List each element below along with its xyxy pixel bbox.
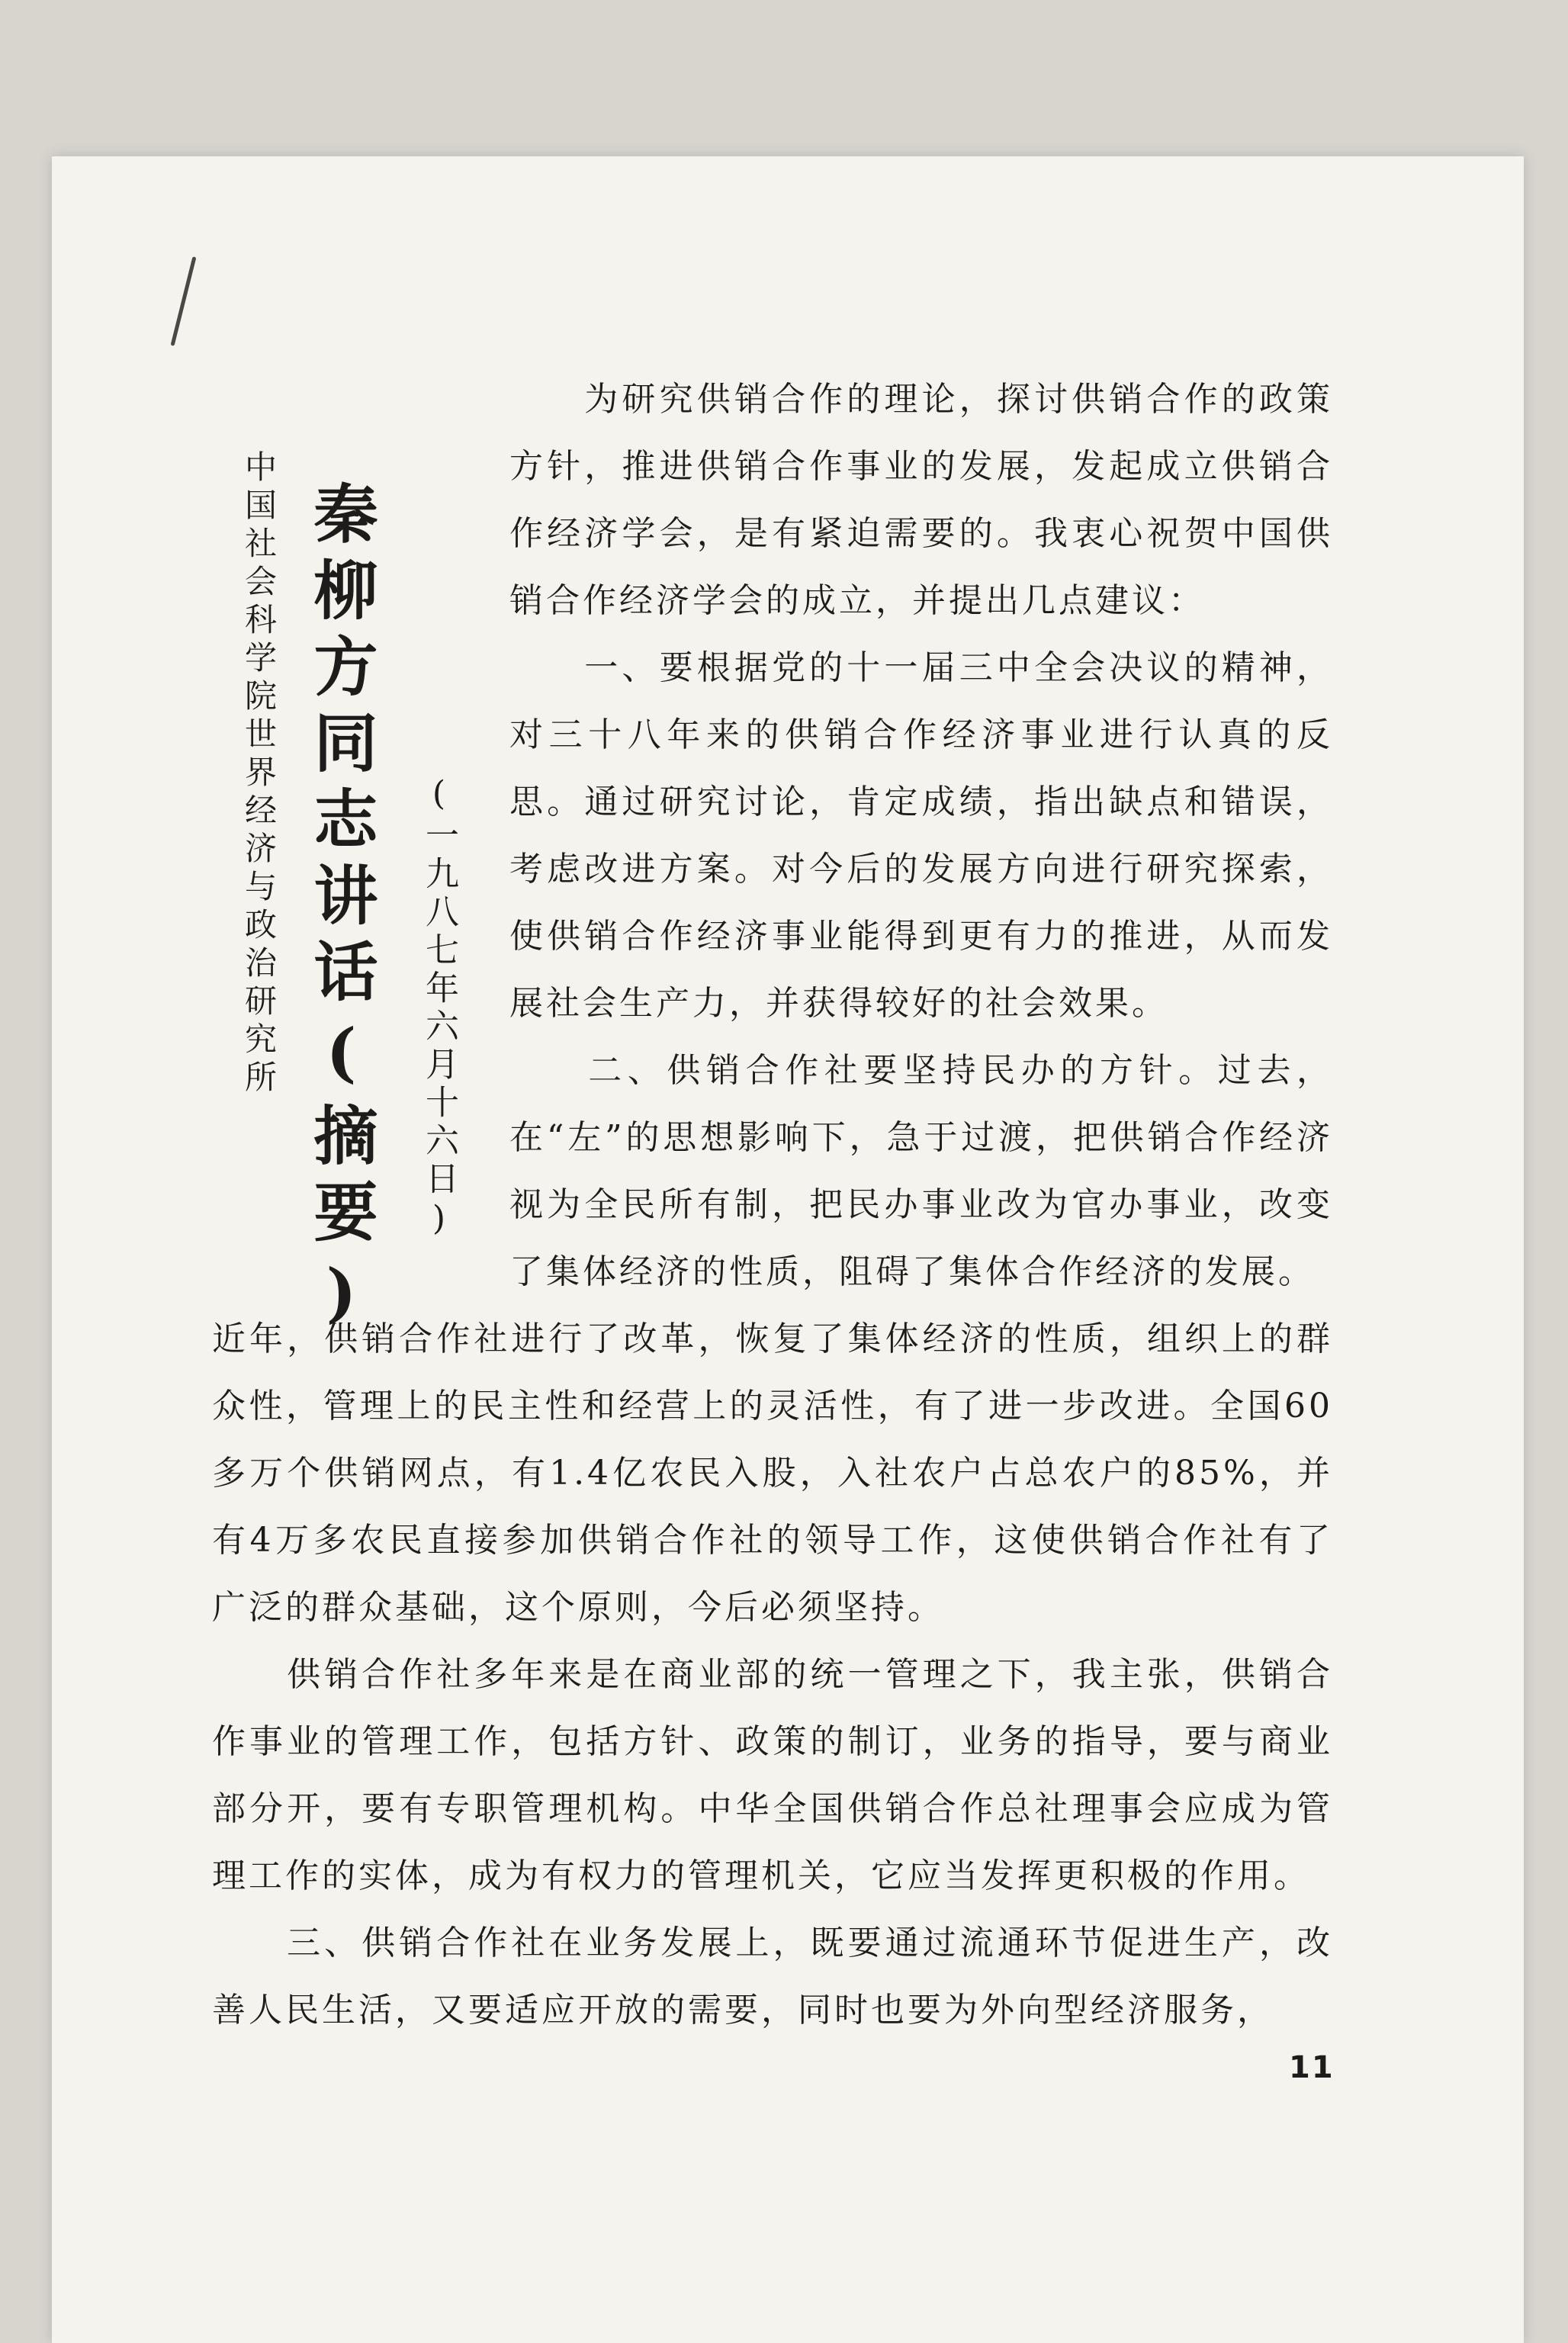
- institute-name: 中国社会科学院世界经济与政治研究所: [240, 450, 278, 1098]
- paragraph-point-one: 一、要根据党的十一届三中全会决议的精神，对三十八年来的供销合作经济事业进行认真的反思。通过研究讨论，肯定成绩，指出缺点和错误，考虑改进方案。对今后的发展方向进行研究探索，使供销合作经济事业能得到更有力的推进，从而发展社会生产力，并获得较好的社会效果。: [509, 648, 1333, 1023]
- speech-date: (一九八七年六月十六日): [419, 774, 458, 1242]
- speech-title: [304, 480, 379, 1342]
- paragraph-reform: 近年，供销合作社进行了改革，恢复了集体经济的性质，组织上的群众性，管理上的民主性和经营上的灵活性，有了进一步改进。全国60多万个供销网点，有1.4亿农民入股，入社农户占总农户的85%，并有4万多农民直接参加供销合作社的领导工作，这使供销合作社有了广泛的群众基础，这个原则，今后必须坚持。: [212, 1319, 1333, 1627]
- speech-title-suffix: (摘要): [304, 1014, 379, 1342]
- paragraph-intro: 为研究供销合作的理论，探讨供销合作的政策方针，推进供销合作事业的发展，发起成立供销合作经济学会，是有紧迫需要的。我衷心祝贺中国供销合作经济学会的成立，并提出几点建议：: [509, 380, 1333, 620]
- paragraph-management: 供销合作社多年来是在商业部的统一管理之下，我主张，供销合作事业的管理工作，包括方针、政策的制订，业务的指导，要与商业部分开，要有专职管理机构。中华全国供销合作总社理事会应成为管理工作的实体，成为有权力的管理机关，它应当发挥更积极的作用。: [212, 1655, 1333, 1895]
- paragraph-point-three: 三、供销合作社在业务发展上，既要通过流通环节促进生产，改善人民生活，又要适应开放的需要，同时也要为外向型经济服务，: [212, 1924, 1333, 2030]
- page-number: 11: [1289, 2050, 1335, 2085]
- speech-title-main: 秦柳方同志讲话: [304, 480, 379, 1014]
- paragraph-point-two: 二、供销合作社要坚持民办的方针。过去，在“左”的思想影响下，急于过渡，把供销合作经济视为全民所有制，把民办事业改为官办事业，改变了集体经济的性质，阻碍了集体合作经济的发展。: [509, 1051, 1333, 1291]
